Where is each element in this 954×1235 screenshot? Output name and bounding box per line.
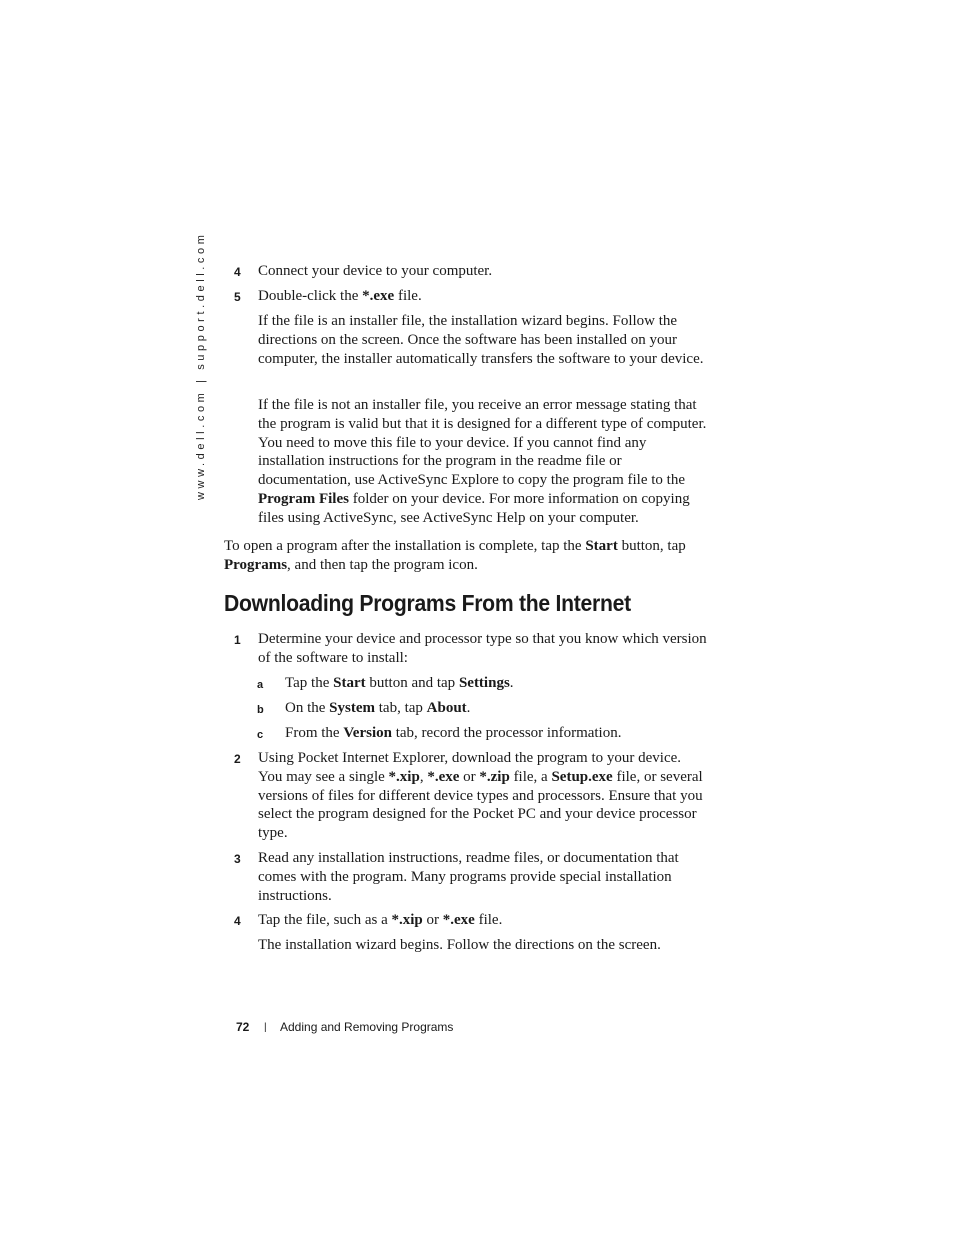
- file-ext-xip: *.xip: [388, 768, 420, 785]
- step-text-5: file, or several versions of files for different device types and processors. Ensure that you select the program designed for the Pocket PC and your device processor type.: [258, 768, 703, 842]
- substep-letter: a: [257, 679, 264, 691]
- sidebar-url: www.dell.com | support.dell.com: [195, 231, 207, 500]
- substep-text-pre: Tap the: [285, 675, 334, 691]
- substep-text-post: tab, record the processor information.: [391, 725, 622, 741]
- programs-label: Programs: [224, 556, 288, 573]
- substep-text-mid: button and tap: [365, 675, 459, 691]
- step-text: Read any installation instructions, readme files, or documentation that comes with the program. Many programs provide special installation instructions.: [258, 850, 679, 904]
- step-text-pre: Tap the file, such as a: [258, 912, 392, 928]
- step-text-post: file.: [474, 912, 503, 928]
- start-label: Start: [333, 675, 366, 691]
- substep-letter: c: [257, 729, 264, 741]
- step-1-determine: [234, 630, 708, 668]
- substep-text-mid: tab, tap: [375, 700, 427, 716]
- paragraph-mid: button, tap: [617, 538, 686, 554]
- chapter-title: Adding and Removing Programs: [280, 1020, 454, 1034]
- substep-letter: b: [257, 704, 264, 716]
- step-text-2: ,: [419, 768, 428, 785]
- paragraph-pre: To open a program after the installation is complete, tap the: [224, 538, 586, 554]
- page-number: 72: [236, 1020, 250, 1034]
- substep-a: [257, 674, 705, 693]
- step-text-4: file, a: [509, 768, 552, 785]
- step-5-double-click: [234, 287, 708, 306]
- start-label: Start: [585, 538, 618, 554]
- file-ext: *.exe: [362, 288, 395, 304]
- step-number: 4: [234, 265, 241, 279]
- installer-paragraph: If the file is an installer file, the installation wizard begins. Follow the directions on the screen. Once the software has been installed on your computer, the installer automatically transfers the software to your device.: [258, 313, 704, 367]
- step-text: Determine your device and processor type so that you know which version of the software to install:: [258, 631, 707, 666]
- file-ext-xip: *.xip: [391, 912, 423, 928]
- file-ext-exe: *.exe: [442, 912, 475, 928]
- step-text-3: or: [459, 768, 480, 785]
- paragraph-post: , and then tap the program icon.: [287, 556, 478, 573]
- substep-text-pre: On the: [285, 700, 330, 716]
- final-paragraph: The installation wizard begins. Follow the directions on the screen.: [258, 937, 661, 953]
- about-label: About: [426, 700, 467, 716]
- step-number: 5: [234, 290, 241, 304]
- substep-b: [257, 699, 705, 718]
- paragraph-pre: If the file is not an installer file, you receive an error message stating that the program is valid but that it is designed for a different type of computer. You need to move this file to your device. If you cannot find any installation instructions for the program in the readme file or documentation, use ActiveSync Explore to copy the program file to the: [258, 397, 707, 489]
- step-2-download: [234, 749, 708, 843]
- step-3-read: [234, 849, 708, 905]
- paragraph-post: folder on your device. For more information on copying files using ActiveSync, see ActiveSync Help on your computer.: [258, 490, 690, 526]
- step-number: 3: [234, 852, 241, 866]
- step-text-1: Using Pocket Internet Explorer, download the program to your device. You may see a single: [258, 750, 682, 785]
- step-4-connect: [234, 262, 708, 281]
- file-ext-zip: *.zip: [479, 768, 510, 785]
- setup-exe-label: Setup.exe: [551, 768, 613, 785]
- section-heading: Downloading Programs From the Internet: [224, 590, 631, 616]
- step-text-pre: Double-click the: [258, 288, 363, 304]
- footer-separator: |: [264, 1022, 267, 1033]
- file-ext-exe: *.exe: [427, 768, 460, 785]
- substep-text-pre: From the: [285, 725, 344, 741]
- substep-text-post: .: [509, 675, 514, 691]
- step-text: Connect your device to your computer.: [258, 263, 493, 279]
- substep-c: [257, 724, 705, 743]
- step-4-tap-file: [234, 911, 708, 930]
- step-number: 4: [234, 914, 241, 928]
- system-label: System: [329, 700, 375, 716]
- step-text-post: file.: [394, 288, 422, 304]
- not-installer-paragraph: [258, 396, 708, 528]
- open-program-paragraph: [224, 537, 704, 575]
- substep-text-post: .: [466, 700, 471, 716]
- program-files-label: Program Files: [258, 490, 349, 507]
- settings-label: Settings: [458, 675, 510, 691]
- step-number: 1: [234, 633, 241, 647]
- step-text-mid: or: [422, 912, 443, 928]
- version-label: Version: [343, 725, 392, 741]
- step-number: 2: [234, 752, 241, 766]
